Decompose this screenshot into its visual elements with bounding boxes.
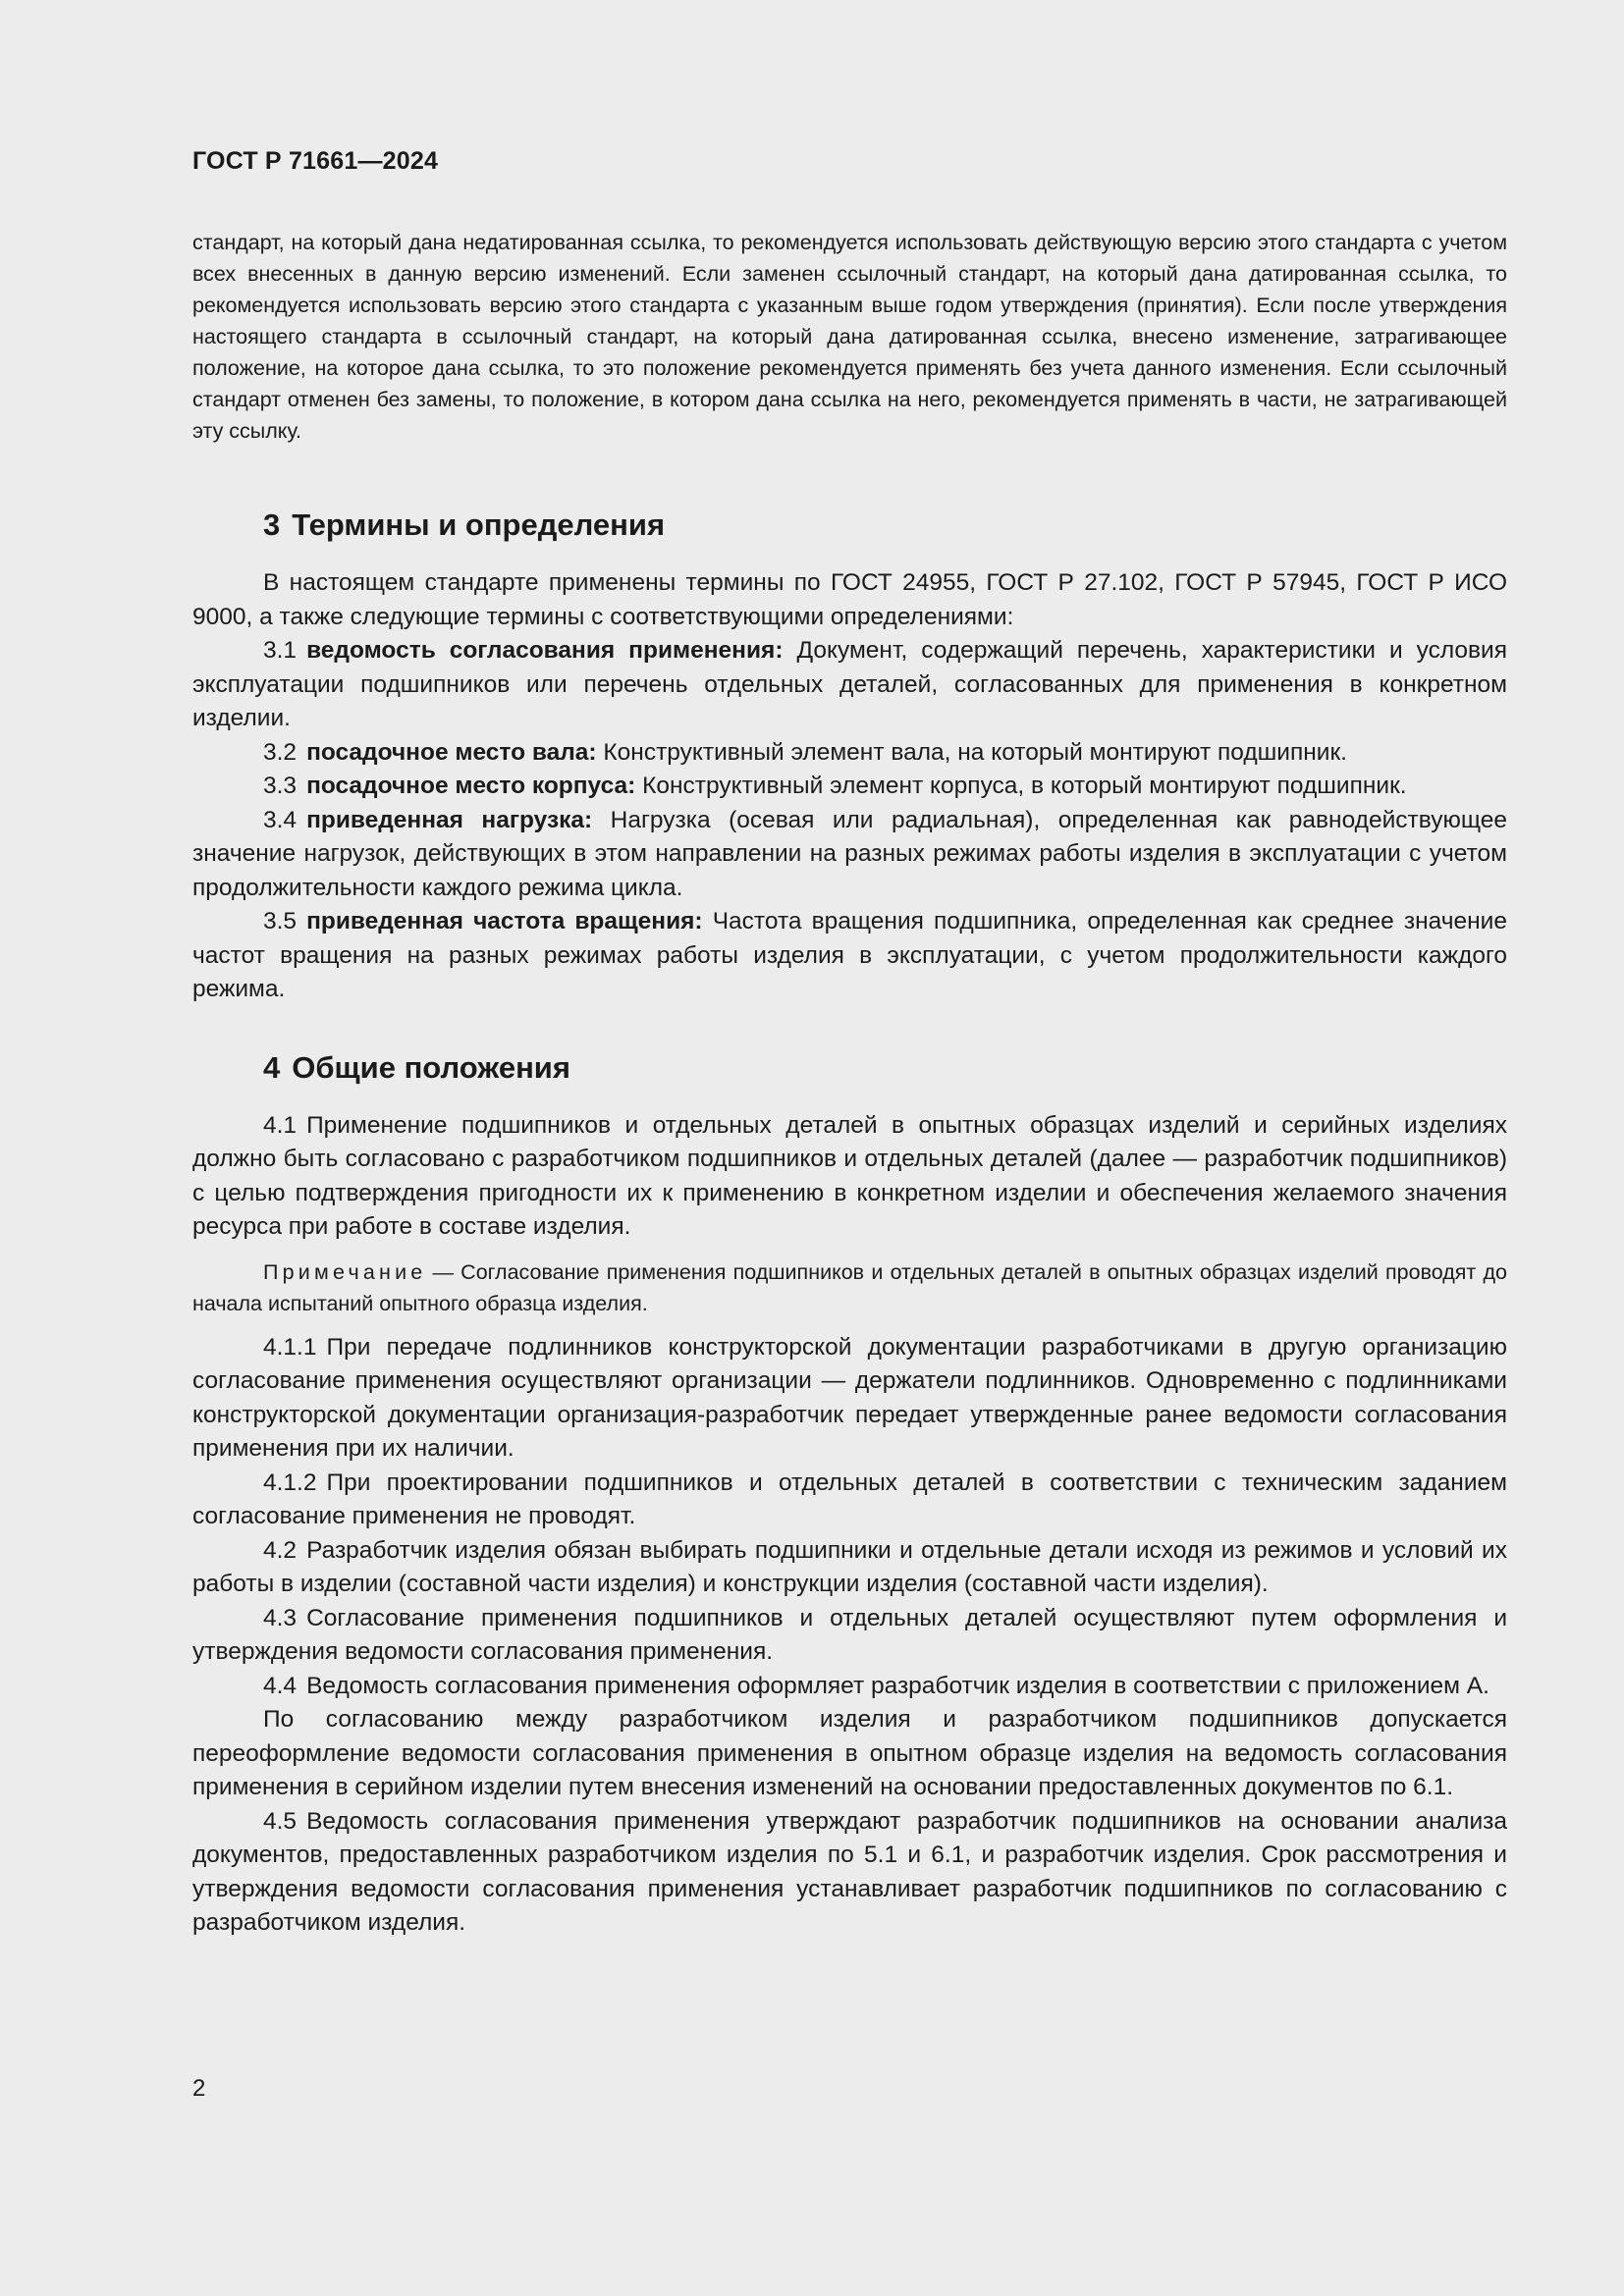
term-3-5 (192, 905, 1507, 1007)
term-3-2 (192, 736, 1507, 771)
intro-paragraph-block (192, 227, 1507, 447)
clause-text: При передаче подлинников конструкторской документации разработчиками в другую организацию согласование применения осуществляют организации — держатели подлинников. Одновременно с подлинниками конструкторской документации организация-разработчик передает утвержденные ранее ведомости согласования применения при их наличии. (192, 1333, 1507, 1462)
clause-4-4 (192, 1670, 1507, 1704)
clause-text: Ведомость согласования применения оформляет разработчик изделия в соответствии с приложением А. (306, 1672, 1489, 1699)
clause-4-1 (192, 1109, 1507, 1245)
term-name: приведенная нагрузка: (306, 806, 593, 833)
clause-text: Разработчик изделия обязан выбирать подшипники и отдельные детали исходя из режимов и условий их работы в изделии (составной части изделия) и конструкции изделия (составной части изделия). (192, 1536, 1507, 1597)
term-name: посадочное место вала: (306, 738, 597, 766)
clause-number: 4.1.1 (263, 1333, 317, 1361)
document-header: ГОСТ Р 71661—2024 (192, 147, 439, 175)
section-3-heading (192, 506, 1507, 545)
clause-number: 4.1 (263, 1111, 298, 1139)
note-text: — Согласование применения подшипников и отдельных деталей в опытных образцах изделий проводят до начала испытаний опытного образца изделия. (192, 1259, 1507, 1315)
clause-text: При проектировании подшипников и отдельных деталей в соответствии с техническим заданием согласование применения не проводят. (192, 1468, 1507, 1529)
clause-4-4-continuation: По согласованию между разработчиком изделия и разработчиком подшипников допускается переоформление ведомости согласования применения в опытном образце изделия на ведомость согласования применения в серийном изделии путем внесения изменений на основании предоставленных документов по 6.1. (192, 1706, 1507, 1800)
clause-text: Применение подшипников и отдельных деталей в опытных образцах изделий и серийных изделиях должно быть согласовано с разработчиком подшипников и отдельных деталей (далее — разработчик подшипников) с целью подтверждения пригодности их к применению в конкретном изделии и обеспечения желаемого значения ресурса при работе в составе изделия. (192, 1111, 1507, 1240)
section-4-body (192, 1109, 1507, 1941)
term-definition: Конструктивный элемент корпуса, в который монтируют подшипник. (642, 773, 1407, 799)
note-paragraph (192, 1256, 1507, 1319)
term-number: 3.4 (263, 806, 298, 833)
section-4-number: 4 (263, 1049, 281, 1085)
clause-4-3 (192, 1602, 1507, 1670)
intro-paragraph: стандарт, на который дана недатированная ссылка, то рекомендуется использовать действующую версию этого стандарта с учетом всех внесенных в данную версию изменений. Если заменен ссылочный стандарт, на который дана датированная ссылка, то рекомендуется использовать версию этого стандарта с указанным выше годом утверждения (принятия). Если после утверждения настоящего стандарта в ссылочный стандарт, на который дана датированная ссылка, внесено изменение, затрагивающее положение, на которое дана ссылка, то это положение рекомендуется применять без учета данного изменения. Если ссылочный стандарт отменен без замены, то положение, в котором дана ссылка на него, рекомендуется применять в части, не затрагивающей эту ссылку. (192, 231, 1507, 443)
term-name: приведенная частота вращения: (306, 908, 703, 934)
clause-number: 4.4 (263, 1672, 298, 1699)
clause-4-1-2 (192, 1467, 1507, 1534)
section-3-title: Термины и определения (292, 507, 666, 542)
section-3-lead: В настоящем стандарте применены термины по ГОСТ 24955, ГОСТ Р 27.102, ГОСТ Р 57945, ГОСТ Р ИСО 9000, а также следующие термины с соответствующими определениями: (192, 569, 1507, 630)
section-4-heading (192, 1048, 1507, 1088)
page-number: 2 (192, 2075, 206, 2102)
term-definition: Конструктивный элемент вала, на который монтируют подшипник. (603, 738, 1347, 766)
term-definition: Документ, содержащий перечень, характеристики и условия эксплуатации подшипников или перечень отдельных деталей, согласованных для применения в конкретном изделии. (192, 637, 1508, 731)
clause-text: Ведомость согласования применения утверждают разработчик подшипников на основании анализа документов, предоставленных разработчиком изделия по 5.1 и 6.1, и разработчик изделия. Срок рассмотрения и утверждения ведомости согласования применения устанавливает разработчик подшипников по согласованию с разработчиком изделия. (192, 1807, 1507, 1936)
term-definition: Частота вращения подшипника, определенная как среднее значение частот вращения на разных режимах работы изделия в эксплуатации, с учетом продолжительности каждого режима. (192, 908, 1507, 1002)
clause-number: 4.3 (263, 1604, 298, 1631)
term-number: 3.1 (263, 637, 298, 664)
section-3-number: 3 (263, 507, 281, 542)
term-number: 3.2 (263, 738, 298, 766)
term-3-3 (192, 770, 1507, 804)
section-3-body (192, 566, 1507, 1007)
clause-number: 4.1.2 (263, 1468, 317, 1496)
clause-4-1-1 (192, 1331, 1507, 1467)
document-page (192, 147, 1507, 1941)
note-label: Примечание (263, 1259, 427, 1284)
clause-text: Согласование применения подшипников и отдельных деталей осуществляют путем оформления и утверждения ведомости согласования применения. (192, 1604, 1507, 1665)
clause-number: 4.5 (263, 1807, 298, 1835)
term-3-4 (192, 804, 1507, 906)
term-number: 3.5 (263, 908, 298, 934)
clause-4-2 (192, 1534, 1507, 1602)
section-4-title: Общие положения (292, 1049, 570, 1085)
clause-4-5 (192, 1805, 1507, 1941)
term-definition: Нагрузка (осевая или радиальная), определенная как равнодействующее значение нагрузок, действующих в этом направлении на разных режимах работы изделия в эксплуатации с учетом продолжительности каждого режима цикла. (192, 806, 1507, 901)
term-name: ведомость согласования применения: (306, 637, 784, 664)
term-3-1 (192, 634, 1507, 736)
term-name: посадочное место корпуса: (306, 773, 636, 799)
term-number: 3.3 (263, 773, 298, 799)
clause-number: 4.2 (263, 1536, 298, 1564)
